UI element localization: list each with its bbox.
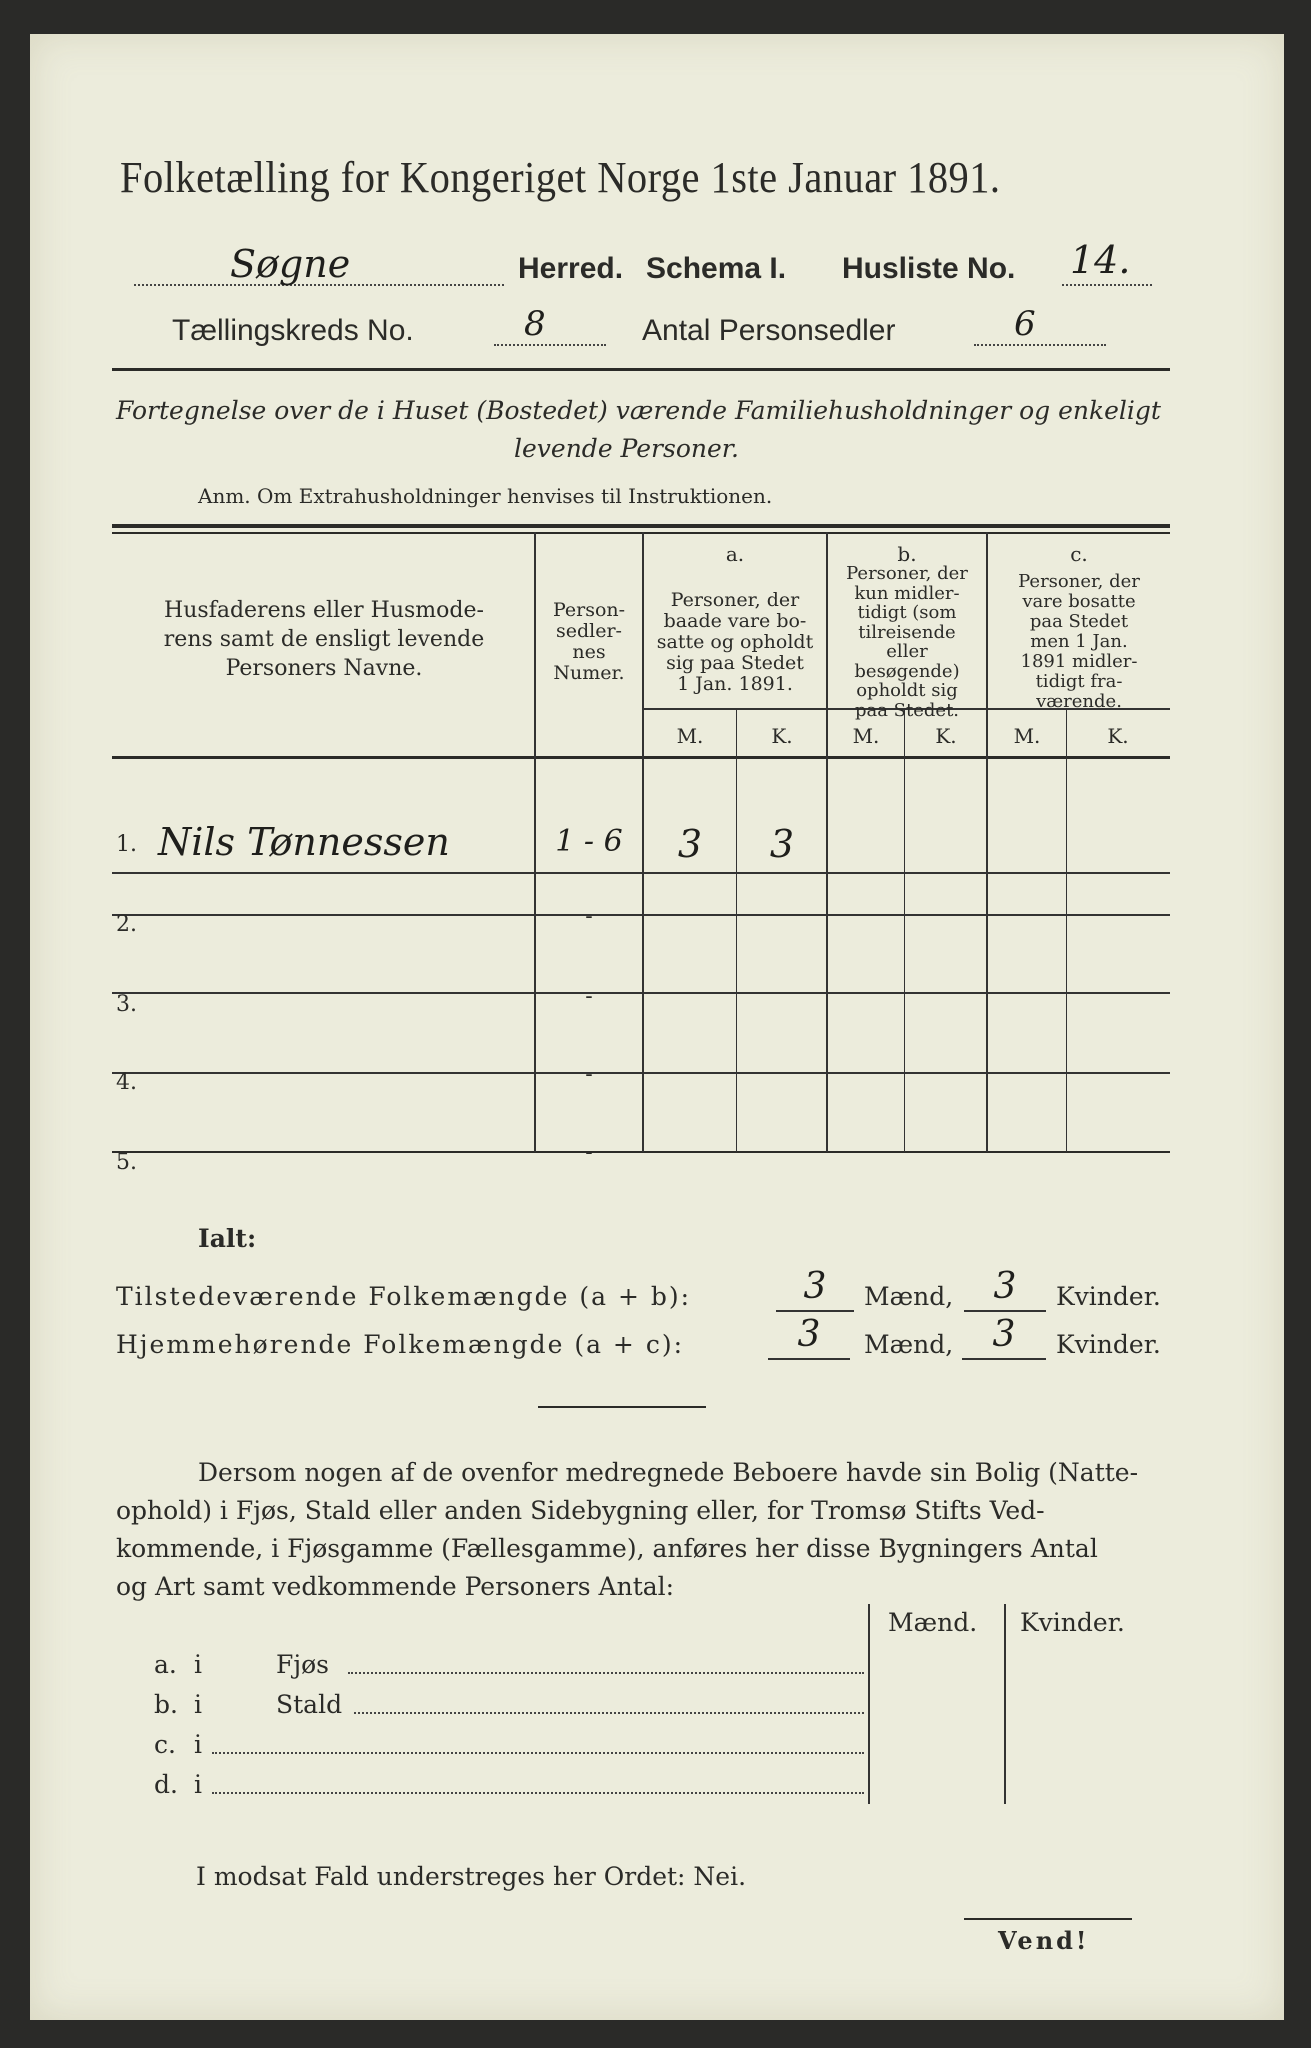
- husliste-label: Husliste No.: [842, 252, 1016, 285]
- table-header-rule: [112, 756, 1170, 759]
- hjemme-maend-label: Mænd,: [864, 1330, 954, 1359]
- census-form-page: Folketælling for Kongeriget Norge 1ste Januar 1891. Søgne Herred. Schema I. Husliste No. 14. Tællingskreds No. 8 Antal Personsedler 6 Fortegnelse over de i Huset (Bostedet) værende Familiehusholdninger og enkeligt levende Personer. Anm. Om Extrahusholdninger henvises til Instruktionen. Husfaderens eller Husmode- rens samt de ensligt levende Personers Navne. Person- sedler- nes Numer. a. Personer, der baade vare bo- satte og opholdt sig paa Stedet 1 Jan. 1891. b. Personer, der kun midler- tidigt (som tilreisende eller besøgende) opholdt sig paa Stedet. c. Personer, der vare bosatte paa Stedet men 1 Jan. 1891 midler- tidigt fra- værende. M. K. M. K. M. K. 1. Nils Tønnessen 1 - 6 3 3 2. - 3. - 4. - 5. - Ialt: Tilstedeværende Folkemængde (a + b): 3 Mænd, 3 Kvinder. Hjemmehørende Folkemængde (a + c): 3 Mænd, 3 Kvinder. Dersom nogen af de ovenfor medregnede Beboere havde sin Bolig (Natte- ophold) i Fjøs, Stald eller anden Sidebygning eller, for Tromsø Stifts Ved- kommende, i Fjøsgamme (Fællesgamme), anføres her disse Bygningers Antal og Art samt vedkommende Personers Antal: Mænd. Kvinder. a. i Fjøs b. i Stald c. i d. i I modsat Fald understreges her Ordet: Nei. Vend!: [30, 34, 1284, 2020]
- row-sedler: -: [585, 984, 593, 1009]
- col-name-header: Husfaderens eller Husmode- rens samt de ensligt levende Personers Navne.: [163, 598, 485, 681]
- nei-instruction: I modsat Fald understreges her Ordet: Nei.: [196, 1862, 747, 1891]
- hjemme-label: Hjemmehørende Folkemængde (a + c):: [116, 1330, 684, 1359]
- husliste-value: 14.: [1070, 238, 1131, 282]
- table-top-rule: [112, 524, 1170, 528]
- intro-line1: Fortegnelse over de i Huset (Bostedet) værende Familiehusholdninger og enkeligt: [116, 396, 1161, 425]
- col-b-k-label: K.: [935, 724, 957, 748]
- col-num-header: Person- sedler- nes Numer.: [552, 599, 626, 684]
- col-a-m-label: M.: [676, 724, 704, 748]
- row-sedler: -: [585, 904, 593, 929]
- col-a-k-label: K.: [771, 724, 793, 748]
- intro-line2: levende Personer.: [514, 434, 739, 463]
- buildings-kvinder-header: Kvinder.: [1020, 1608, 1125, 1637]
- antal-label: Antal Personsedler: [642, 314, 896, 347]
- herred-label: Herred.: [518, 252, 624, 285]
- buildings-para-line2: ophold) i Fjøs, Stald eller anden Sidebygning eller, for Tromsø Stifts Ved-: [116, 1496, 1045, 1525]
- anm-note: Anm. Om Extrahusholdninger henvises til Instruktionen.: [198, 484, 773, 508]
- row-name: Nils Tønnessen: [158, 820, 450, 864]
- row-a-m: 3: [677, 822, 703, 866]
- tilstede-kvinder-label: Kvinder.: [1056, 1282, 1161, 1311]
- section-divider: [538, 1406, 706, 1408]
- tilstede-kvinder-value: 3: [993, 1266, 1017, 1307]
- buildings-para-line1: Dersom nogen af de ovenfor medregnede Beboere havde sin Bolig (Natte-: [198, 1458, 1139, 1487]
- row-number: 1.: [116, 832, 137, 857]
- col-c-header: Personer, der vare bosatte paa Stedet men 1 Jan. 1891 midler- tidigt fra- værende.: [1018, 571, 1140, 712]
- header-rule: [112, 368, 1170, 371]
- col-b-m-label: M.: [852, 724, 880, 748]
- row-sedler: -: [585, 1140, 593, 1165]
- col-b-header: Personer, der kun midler- tidigt (som tilreisende eller besøgende) opholdt sig paa Stedet.: [846, 563, 968, 721]
- row-number: 2.: [116, 912, 137, 937]
- row-number: 5.: [116, 1150, 137, 1175]
- buildings-maend-header: Mænd.: [888, 1608, 978, 1637]
- buildings-para-line4: og Art samt vedkommende Personers Antal:: [116, 1572, 675, 1601]
- schema-label: Schema I.: [646, 252, 787, 285]
- row-sedler: -: [585, 1062, 593, 1087]
- hjemme-kvinder-label: Kvinder.: [1056, 1330, 1161, 1359]
- col-a-letter: a.: [725, 542, 745, 566]
- buildings-para-line3: kommende, i Fjøsgamme (Fællesgamme), anføres her disse Bygningers Antal: [116, 1534, 1098, 1563]
- vend-label: Vend!: [998, 1926, 1090, 1955]
- ialt-label: Ialt:: [198, 1224, 257, 1253]
- col-c-k-label: K.: [1107, 724, 1129, 748]
- col-a-header: Personer, der baade vare bo- satte og opholdt sig paa Stedet 1 Jan. 1891.: [656, 589, 814, 695]
- col-c-m-label: M.: [1013, 724, 1041, 748]
- form-title: Folketælling for Kongeriget Norge 1ste Januar 1891.: [120, 153, 1001, 202]
- hjemme-maend-value: 3: [797, 1314, 821, 1355]
- row-number: 4.: [116, 1070, 137, 1095]
- hjemme-kvinder-value: 3: [992, 1314, 1016, 1355]
- tilstede-label: Tilstedeværende Folkemængde (a + b):: [116, 1282, 692, 1311]
- row-number: 3.: [116, 992, 137, 1017]
- antal-value: 6: [1014, 304, 1036, 344]
- col-c-letter: c.: [1070, 542, 1088, 566]
- row-sedler: 1 - 6: [555, 824, 623, 859]
- kreds-label: Tællingskreds No.: [172, 314, 414, 347]
- col-b-letter: b.: [897, 542, 917, 566]
- kreds-value: 8: [524, 304, 546, 344]
- row-a-k: 3: [769, 822, 795, 866]
- tilstede-maend-label: Mænd,: [864, 1282, 954, 1311]
- herred-value: Søgne: [230, 242, 351, 286]
- tilstede-maend-value: 3: [803, 1266, 827, 1307]
